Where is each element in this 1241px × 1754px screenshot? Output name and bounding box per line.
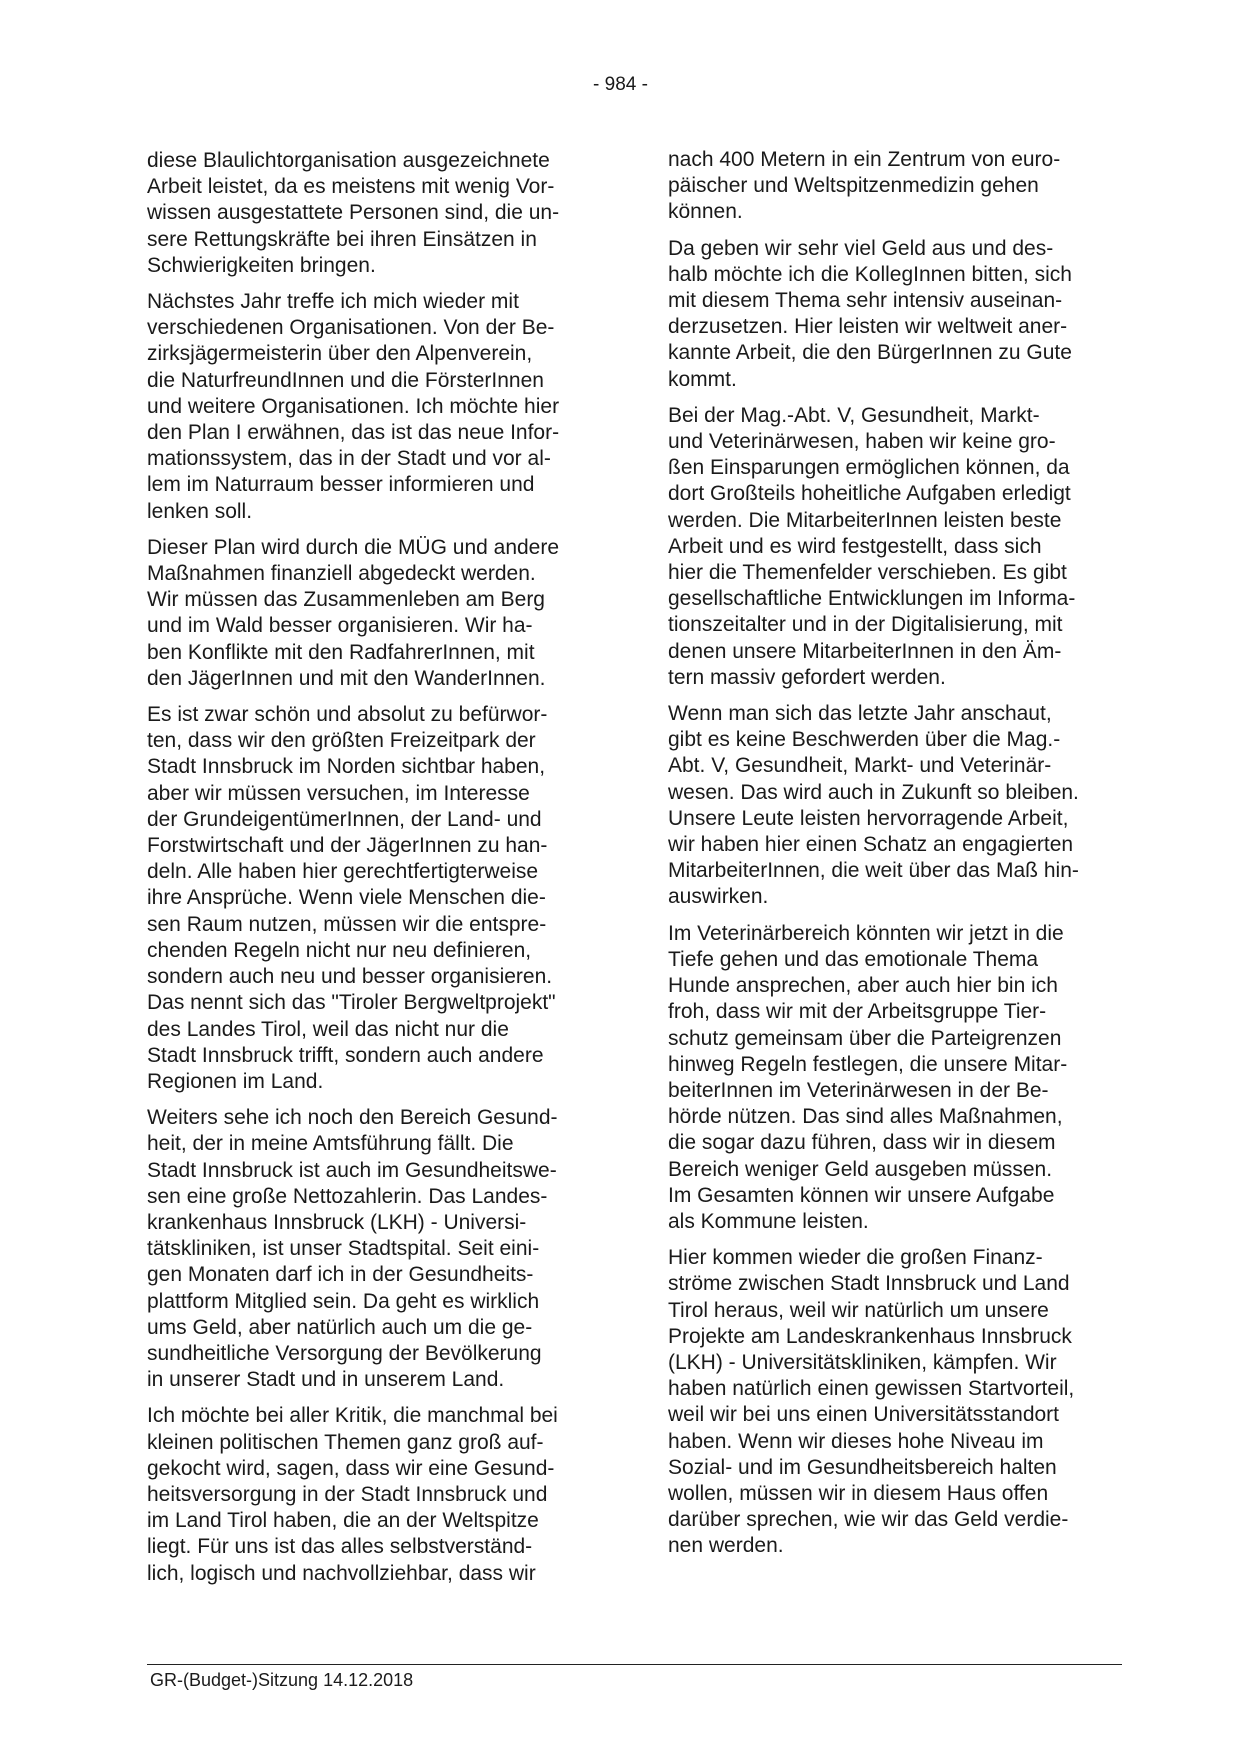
paragraph: Ich möchte bei aller Kritik, die manchmal bei kleinen politischen Themen ganz groß auf- gekocht wird, sagen, dass wir eine Gesund- heitsversorgung in der Stadt Innsbruck und im Land Tirol haben, die an der Weltspitze liegt. Für uns ist das alles selbstverständ- lich, logisch und nachvollziehbar, dass wir <box>147 1404 558 1585</box>
paragraph: Wenn man sich das letzte Jahr anschaut, gibt es keine Beschwerden über die Mag.- Abt. V, Gesundheit, Markt- und Veterinär- wesen. Das wird auch in Zukunft so bleiben. Unsere Leute leisten hervorragende Arbeit, wir haben hier einen Schatz an engagierten MitarbeiterInnen, die weit über das Maß hin- auswirken. <box>668 702 1079 909</box>
paragraph: nach 400 Metern in ein Zentrum von euro- päischer und Weltspitzenmedizin gehen können. <box>668 148 1061 224</box>
paragraph: Da geben wir sehr viel Geld aus und des- halb möchte ich die KollegInnen bitten, sich mit diesem Thema sehr intensiv auseinan- derzusetzen. Hier leisten wir weltweit aner- kannte Arbeit, die den BürgerInnen zu Gute kommt. <box>668 236 1072 391</box>
paragraph: Dieser Plan wird durch die MÜG und andere Maßnahmen finanziell abgedeckt werden. Wir müssen das Zusammenleben am Berg und im Wald besser organisieren. Wir ha- ben Konflikte mit den RadfahrerInnen, mit den JägerInnen und mit den WanderInnen. <box>147 535 560 690</box>
paragraph: Weiters sehe ich noch den Bereich Gesund- heit, der in meine Amtsführung fällt. Die Stadt Innsbruck ist auch im Gesundheitswe- sen eine große Nettozahlerin. Das Landes- krankenhaus Innsbruck (LKH) - Universi- tätskliniken, ist unser Stadtspital. Seit eini- gen Monaten darf ich in der Gesundheits- plattform Mitglied sein. Da geht es wirklich ums Geld, aber natürlich auch um die ge- sundheitliche Versorgung der Bevölkerung in unserer Stadt und in unserem Land. <box>147 1106 558 1392</box>
right-column <box>668 147 1128 1570</box>
paragraph: Bei der Mag.-Abt. V, Gesundheit, Markt- und Veterinärwesen, haben wir keine gro- ßen Einsparungen ermöglichen können, da dort Großteils hoheitliche Aufgaben erledigt werden. Die MitarbeiterInnen leisten beste Arbeit und es wird festgestellt, dass sich hier die Themenfelder verschieben. Es gibt gesellschaftliche Entwicklungen im Informa- tionszeitalter und in der Digitalisierung, mit denen unsere MitarbeiterInnen in den Äm- tern massiv gefordert werden. <box>668 403 1076 689</box>
paragraph: Im Veterinärbereich könnten wir jetzt in die Tiefe gehen und das emotionale Thema Hunde ansprechen, aber auch hier bin ich froh, dass wir mit der Arbeitsgruppe Tier- schutz gemeinsam über die Parteigrenzen hinweg Regeln festlegen, die unsere Mitar- beiterInnen im Veterinärwesen in der Be- hörde nützen. Das sind alles Maßnahmen, die sogar dazu führen, dass wir in diesem Bereich weniger Geld ausgeben müssen. Im Gesamten können wir unsere Aufgabe als Kommune leisten. <box>668 921 1068 1233</box>
paragraph: Hier kommen wieder die großen Finanz- ströme zwischen Stadt Innsbruck und Land Tirol heraus, weil wir natürlich um unsere Projekte am Landeskrankenhaus Innsbruck (LKH) - Universitätskliniken, kämpfen. Wir haben natürlich einen gewissen Startvorteil, weil wir bei uns einen Universitätsstandort haben. Wenn wir dieses hohe Niveau im Sozial- und im Gesundheitsbereich halten wollen, müssen wir in diesem Haus offen darüber sprechen, wie wir das Geld verdie- nen werden. <box>668 1246 1075 1558</box>
page-number: - 984 - <box>593 74 648 95</box>
paragraph: Nächstes Jahr treffe ich mich wieder mit verschiedenen Organisationen. Von der Be- zirksjägermeisterin über den Alpenverein, die NaturfreundInnen und die FörsterInnen und weitere Organisationen. Ich möchte hier den Plan I erwähnen, das ist das neue Infor- mationssystem, das in der Stadt und vor al- lem im Naturraum besser informieren und lenken soll. <box>147 290 560 523</box>
footer-session-label: GR-(Budget-)Sitzung 14.12.2018 <box>150 1670 414 1690</box>
left-column <box>147 148 607 1597</box>
paragraph: Es ist zwar schön und absolut zu befürwor- ten, dass wir den größten Freizeitpark der Stadt Innsbruck im Norden sichtbar haben, aber wir müssen versuchen, im Interesse der GrundeigentümerInnen, der Land- und Forstwirtschaft und der JägerInnen zu han- deln. Alle haben hier gerechtfertigterweise ihre Ansprüche. Wenn viele Menschen die- sen Raum nutzen, müssen wir die entspre- chenden Regeln nicht nur neu definieren, sondern auch neu und besser organisieren. Das nennt sich das "Tiroler Bergweltprojekt" des Landes Tirol, weil das nicht nur die Stadt Innsbruck trifft, sondern auch andere Regionen im Land. <box>147 703 556 1093</box>
paragraph: diese Blaulichtorganisation ausgezeichnete Arbeit leistet, da es meistens mit wenig Vor- wissen ausgestattete Personen sind, die un- sere Rettungskräfte bei ihren Einsätzen in Schwierigkeiten bringen. <box>147 149 560 277</box>
footer-divider <box>147 1664 1122 1665</box>
